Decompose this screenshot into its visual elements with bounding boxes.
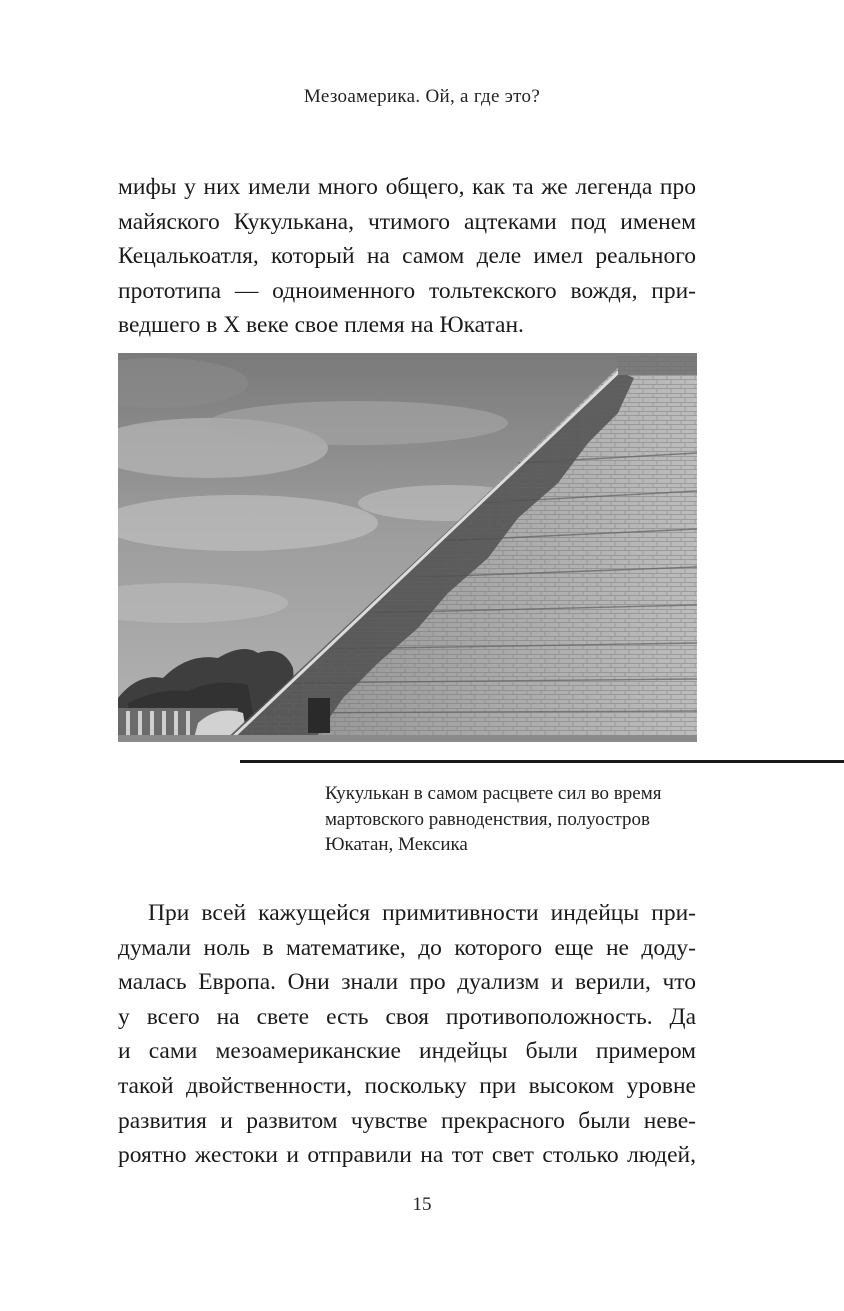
caption-line: Юкатан, Мексика bbox=[325, 834, 468, 855]
caption-rule bbox=[240, 760, 844, 763]
text-line: ведшего в X веке свое племя на Юкатан. bbox=[118, 312, 524, 339]
text-line: прототипа — одноименного тольтекского вождя, при- bbox=[118, 277, 696, 304]
text-line: Кецалькоатля, который на самом деле имел реального bbox=[118, 243, 696, 270]
page-number: 15 bbox=[412, 1194, 432, 1215]
text-line: При всей кажущейся примитивности индейцы при- bbox=[148, 900, 696, 926]
pyramid-photo bbox=[118, 353, 697, 742]
figure-caption bbox=[325, 781, 705, 858]
text-line: думали ноль в математике, до которого еще не доду- bbox=[118, 934, 696, 961]
text-line: и сами мезоамериканские индейцы были примером bbox=[118, 1038, 696, 1065]
caption-line: мартовского равноденствия, полуостров bbox=[325, 808, 651, 830]
paragraph-bottom bbox=[118, 896, 696, 1173]
text-line: малась Европа. Они знали про дуализм и верили, что bbox=[118, 969, 696, 996]
paragraph-top bbox=[118, 170, 696, 343]
text-line: у всего на свете есть своя противоположность. Да bbox=[118, 1003, 696, 1030]
caption-line: Кукулькан в самом расцвете сил во время bbox=[325, 783, 662, 804]
text-line: развития и развитом чувстве прекрасного были неве- bbox=[118, 1107, 696, 1134]
text-line: роятно жестоки и отправили на тот свет столько людей, bbox=[118, 1142, 696, 1169]
running-head: Мезоамерика. Ой, а где это? bbox=[303, 86, 541, 107]
pyramid-photo-image bbox=[118, 353, 697, 742]
text-line: мифы у них имели много общего, как та же легенда про bbox=[118, 174, 696, 200]
text-line: майяского Кукулькана, чтимого ацтеками под именем bbox=[118, 208, 696, 235]
text-line: такой двойственности, поскольку при высоком уровне bbox=[118, 1072, 696, 1099]
